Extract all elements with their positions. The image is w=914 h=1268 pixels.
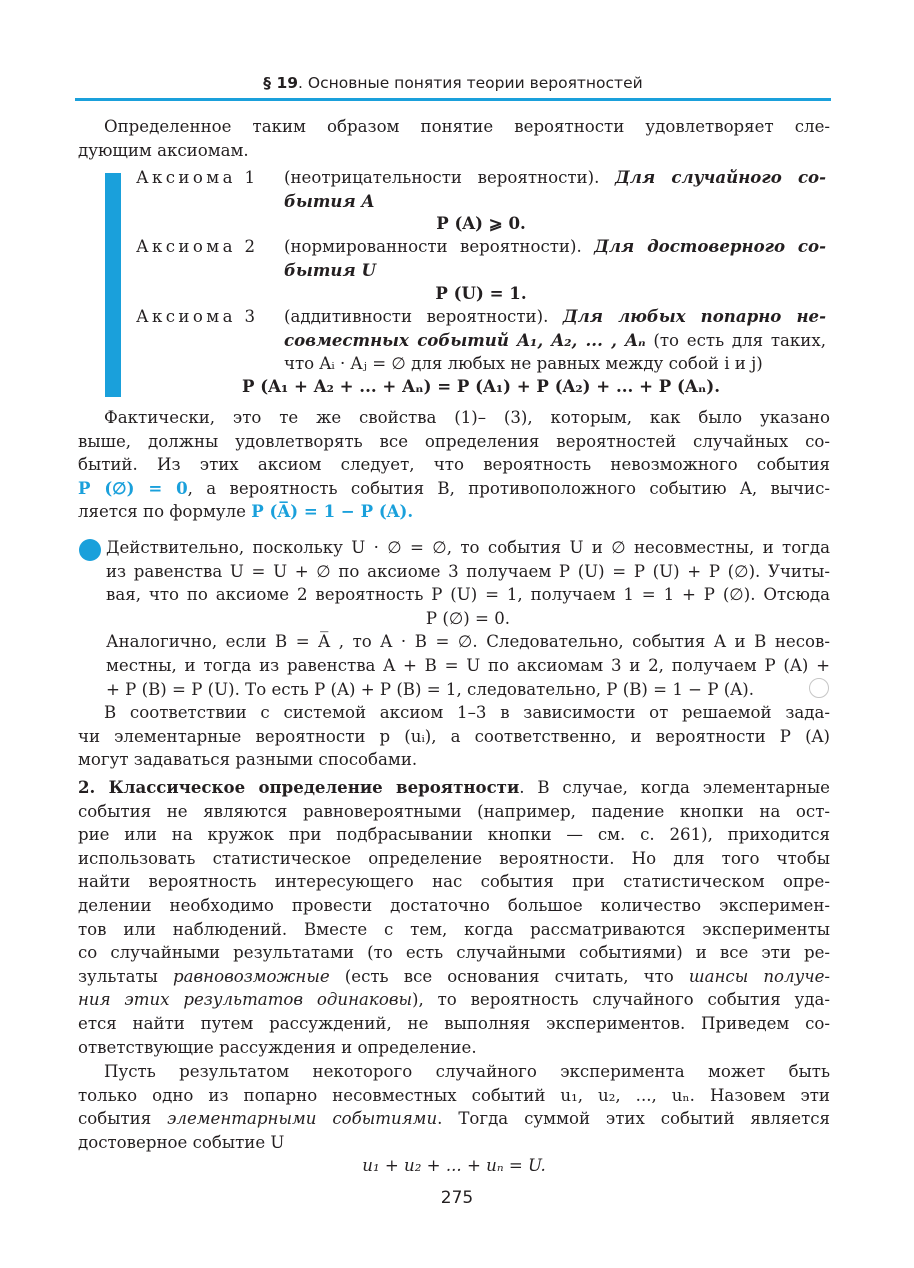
formula-complement: P (A̅) = 1 − P (A).	[251, 501, 414, 522]
axiom-text: что Aᵢ · Aⱼ = ∅ для любых не равных между собой i и j)	[284, 354, 763, 374]
text-line: Аналогично, если B = A̅ , то A · B = ∅. Следовательно, события A и B несов-	[106, 632, 830, 652]
axiom-statement: бытия U	[284, 259, 376, 280]
text-line: ляется по формуле	[78, 502, 252, 522]
text-line: . В случае, когда элементарные	[519, 778, 830, 797]
formula-empty-set: P (∅) = 0	[78, 477, 188, 498]
axiom-2-formula: P (U) = 1.	[435, 283, 527, 303]
emphasis: равновозможные	[172, 966, 330, 986]
text-line: . Тогда суммой этих событий является	[437, 1109, 831, 1129]
text-line: ется найти путем рассуждений, не выполняя экспериментов. Приведем со-	[78, 1013, 830, 1033]
text-line: достоверное событие U	[78, 1132, 285, 1152]
page-number: 275	[440, 1188, 474, 1208]
axiom-statement: Для любых попарно не-	[562, 306, 826, 326]
axiom-label: Аксиома 3	[136, 307, 259, 326]
formula-sum: u₁ + u₂ + ... + uₙ = U.	[362, 1156, 546, 1176]
paragraph-system	[78, 701, 830, 772]
text-line: чи элементарные вероятности p (uᵢ), а соответственно, и вероятности P (A)	[78, 726, 831, 746]
text-line: события	[78, 1109, 168, 1129]
proof-end-marker	[809, 678, 829, 698]
header-rule	[75, 98, 831, 101]
axiom-statement: Для достоверного со-	[594, 236, 826, 256]
axiom-label: Аксиома 2	[136, 237, 259, 256]
text-line: использовать статистическое определение вероятности. Но для того чтобы	[78, 848, 830, 868]
text-line: Действительно, поскольку U · ∅ = ∅, то события U и ∅ несовместны, и тогда	[106, 538, 830, 557]
axiom-3-formula: P (A₁ + A₂ + ... + Aₙ) = P (A₁) + P (A₂) + ... + P (Aₙ).	[241, 376, 721, 396]
emphasis: ния этих результатов одинаковы	[78, 990, 412, 1010]
emphasis: шансы получе-	[688, 966, 830, 986]
text-line: ), то вероятность случайного события уда-	[412, 990, 830, 1010]
text-line: из равенства U = U + ∅ по аксиоме 3 получаем P (U) = P (U) + P (∅). Учиты-	[106, 561, 830, 581]
axiom-statement: бытия A	[284, 190, 375, 211]
axiom-highlight-bar	[105, 173, 121, 397]
axiom-statement: совместных событий A₁, A₂, ... , Aₙ	[284, 329, 646, 350]
text-line: + P (B) = P (U). То есть P (A) + P (B) = 1, следовательно, P (B) = 1 − P (A).	[106, 679, 754, 699]
section-2	[78, 776, 830, 1059]
axiom-text: (нормированности вероятности).	[284, 237, 595, 256]
paragraph-elementary	[78, 1060, 830, 1178]
text-line: рие или на кружок при подбрасывании кнопки — см. с. 261), приходится	[78, 825, 830, 845]
text-line: , а вероятность события B, противоположного событию A, вычис-	[187, 478, 830, 498]
text-line: выше, должны удовлетворять все определения вероятностей случайных со-	[78, 431, 830, 451]
text-line: Пусть результатом некоторого случайного эксперимента может быть	[104, 1062, 830, 1081]
text-line: со случайными результатами (то есть случайными событиями) и все эти ре-	[78, 943, 830, 963]
axiom-text: (неотрицательности вероятности).	[284, 168, 616, 187]
text-line: вая, что по аксиоме 2 вероятность P (U) = 1, получаем 1 = 1 + P (∅). Отсюда	[106, 585, 830, 605]
section-number: § 19	[263, 74, 299, 92]
text-line: (есть все основания считать, что	[329, 966, 689, 986]
text-line: тов или наблюдений. Вместе с тем, когда рассматриваются эксперименты	[78, 919, 830, 939]
section-title: . Основные понятия теории вероятностей	[298, 74, 643, 92]
text-line: зультаты	[78, 966, 173, 986]
intro-paragraph	[78, 115, 830, 162]
axiom-text: (аддитивности вероятности).	[284, 307, 563, 326]
text-line: события не являются равновероятными (например, падение кнопки на ост-	[78, 801, 830, 821]
text-line: бытий. Из этих аксиом следует, что вероятность невозможного события	[78, 455, 830, 475]
text-line: местны, и тогда из равенства A + B = U по аксиомам 3 и 2, получаем P (A) +	[106, 655, 830, 675]
text-line: В соответствии с системой аксиом 1–3 в зависимости от решаемой зада-	[104, 703, 830, 722]
axiom-text: (то есть для таких,	[645, 330, 826, 350]
paragraph-fact	[78, 406, 830, 524]
proof-block	[106, 536, 830, 701]
section-heading: 2. Классическое определение вероятности	[78, 777, 520, 797]
running-header	[75, 74, 831, 92]
text-line: найти вероятность интересующего нас события при статистическом опре-	[78, 872, 830, 892]
text-line: только одно из попарно несовместных событий u₁, u₂, ..., uₙ. Назовем эти	[78, 1085, 830, 1105]
text-line: ответствующие рассуждения и определение.	[78, 1037, 477, 1057]
axiom-label: Аксиома 1	[136, 168, 259, 187]
proof-start-marker	[79, 539, 101, 561]
emphasis: элементарными событиями	[167, 1109, 438, 1129]
text-line: дующим аксиомам.	[78, 140, 249, 160]
text-line: Определенное таким образом понятие вероятности удовлетворяет сле-	[104, 117, 830, 136]
axiom-1-formula: P (A) ⩾ 0.	[436, 213, 526, 233]
axiom-statement: Для случайного со-	[615, 167, 826, 187]
text-line: Фактически, это те же свойства (1)– (3), которым, как было указано	[104, 408, 830, 427]
text-line: делении необходимо провести достаточно большое количество эксперимен-	[78, 895, 830, 915]
text-line: могут задаваться разными способами.	[78, 750, 418, 770]
text-line: P (∅) = 0.	[425, 608, 511, 628]
